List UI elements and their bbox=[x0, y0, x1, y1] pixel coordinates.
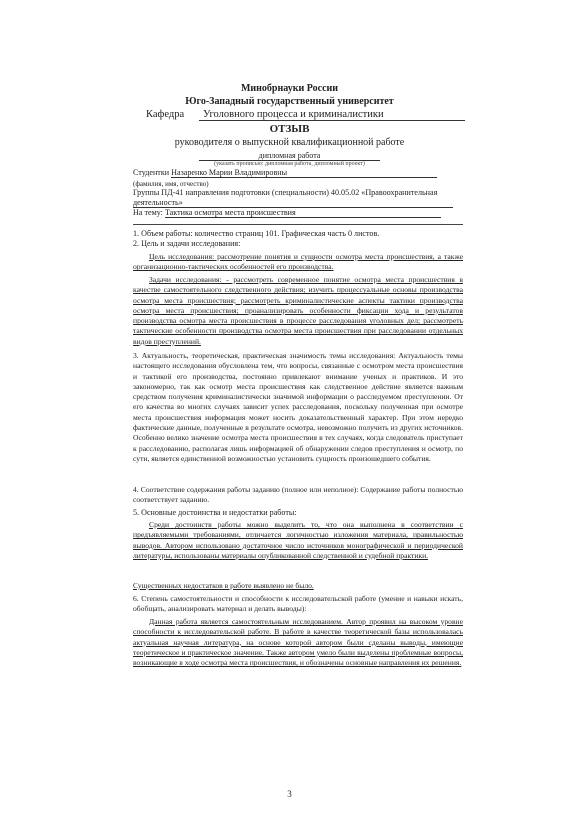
department-line bbox=[146, 109, 466, 121]
group-line-continuation: деятельность» bbox=[133, 198, 453, 208]
topic-line bbox=[133, 208, 463, 218]
topic-value: Тактика осмотра места происшествия bbox=[165, 208, 441, 218]
student-label: Студентки bbox=[133, 168, 170, 177]
work-type: дипломная работа bbox=[199, 151, 381, 161]
ministry-name: Минобрнауки России bbox=[240, 83, 339, 94]
student-name: Назаренко Марии Владимировны bbox=[171, 168, 437, 178]
separator-line bbox=[133, 224, 463, 225]
tasks-text: Задачи исследования: - рассмотреть современное понятие осмотра места происшествия в качестве самостоятельного следственного действия; изучить процессуальные основы производства осмотра места происшествия; рассмотреть криминалистические аспекты тактики производства осмотра места происшествия; проанализировать особенности фиксации хода и результатов производства осмотра места происшествия в процессе расследования уголовных дел; рассмотреть тактические особенности производства осмотра места происшествия при расследовании отдельных видов преступлений. bbox=[133, 275, 463, 346]
group-line: Группы ПД-41 направления подготовки (специальности) 40.05.02 «Правоохранительная bbox=[133, 188, 438, 197]
goal-text: Цель исследования: рассмотрение понятия и сущности осмотра места происшествия, а также организационно-тактических особенностей его производства. bbox=[133, 252, 463, 272]
section-goals-heading: 2. Цель и задачи исследования: bbox=[133, 239, 241, 248]
work-type-hint: (указать прописью: дипломная работа, дипломный проект) bbox=[214, 161, 365, 167]
section-compliance: 4. Соответствие содержания работы заданию (полное или неполное): Содержание работы полностью соответствует заданию. bbox=[133, 485, 463, 505]
conclusion-text: Данная работа является самостоятельным исследованием. Автор проявил на высоком уровне способности к исследовательской работе. В работе в качестве теоретической базы использовалась актуальная научная литература, на основе которой автором были сделаны выводы, имеющие теоретическое и практическое значение. Также автором умело были выделены проблемные вопросы, возникающие в ходе осмотра места происшествия, и обозначены основные направления их решения. bbox=[133, 617, 463, 668]
department-label: Кафедра bbox=[146, 109, 185, 120]
section-relevance: 3. Актуальность, теоретическая, практическая значимость темы исследования: Актуальность темы настоящего исследования обусловлена тем, что вопросы, связанные с осмотром места происшествия и тактикой его производства, постоянно привлекают внимание ученых и практиков. И это закономерно, так как осмотр места происшествия как следственное действие является важным средством получения криминалистически значимой информации о расследуемом преступлении. От его качества во многих случаях зависит успех расследования, поскольку полученная при осмотре места происшествия информация может носить доказательственный характер. При этом нередко фактические данные, полученные в результате осмотра, невозможно получить из других источников. Особенно велико значение осмотра места происшествия в тех случаях, когда следователь приступает к расследованию, располагая лишь информацией об обнаружении следов преступления и осмотр, по сути, является единственной возможностью установить сущность произошедшего события. bbox=[133, 351, 463, 463]
section-merits-heading: 5. Основные достоинства и недостатки работы: bbox=[133, 508, 297, 517]
flaws-text: Существенных недостатков в работе выявлено не было. bbox=[133, 581, 314, 590]
document-subtitle: руководителя о выпускной квалификационной работе bbox=[174, 137, 405, 148]
section-independence: 6. Степень самостоятельности и способности к исследовательской работе (умение и навыки искать, обобщать, анализировать материал и делать выводы): bbox=[133, 594, 463, 614]
student-line bbox=[133, 168, 463, 178]
student-hint: (фамилия, имя, отчество) bbox=[133, 180, 209, 188]
page-number: 3 bbox=[287, 789, 292, 799]
section-volume: 1. Объем работы: количество страниц 101. Графическая часть 0 листов. bbox=[133, 229, 380, 238]
merits-text: Среди достоинств работы можно выделить то, что она выполнена в соответствии с предъявляемыми требованиями, отличается логичностью изложения материала, правильностью выводов. Автором использовано достаточное число источников монографической и периодической литературы, использованы материалы опубликованной следственной и судебной практики. bbox=[133, 520, 463, 560]
topic-label: На тему: bbox=[133, 208, 163, 217]
department-value: Уголовного процесса и криминалистики bbox=[199, 109, 465, 121]
document-title: ОТЗЫВ bbox=[269, 123, 310, 135]
university-name: Юго-Западный государственный университет bbox=[185, 96, 394, 107]
